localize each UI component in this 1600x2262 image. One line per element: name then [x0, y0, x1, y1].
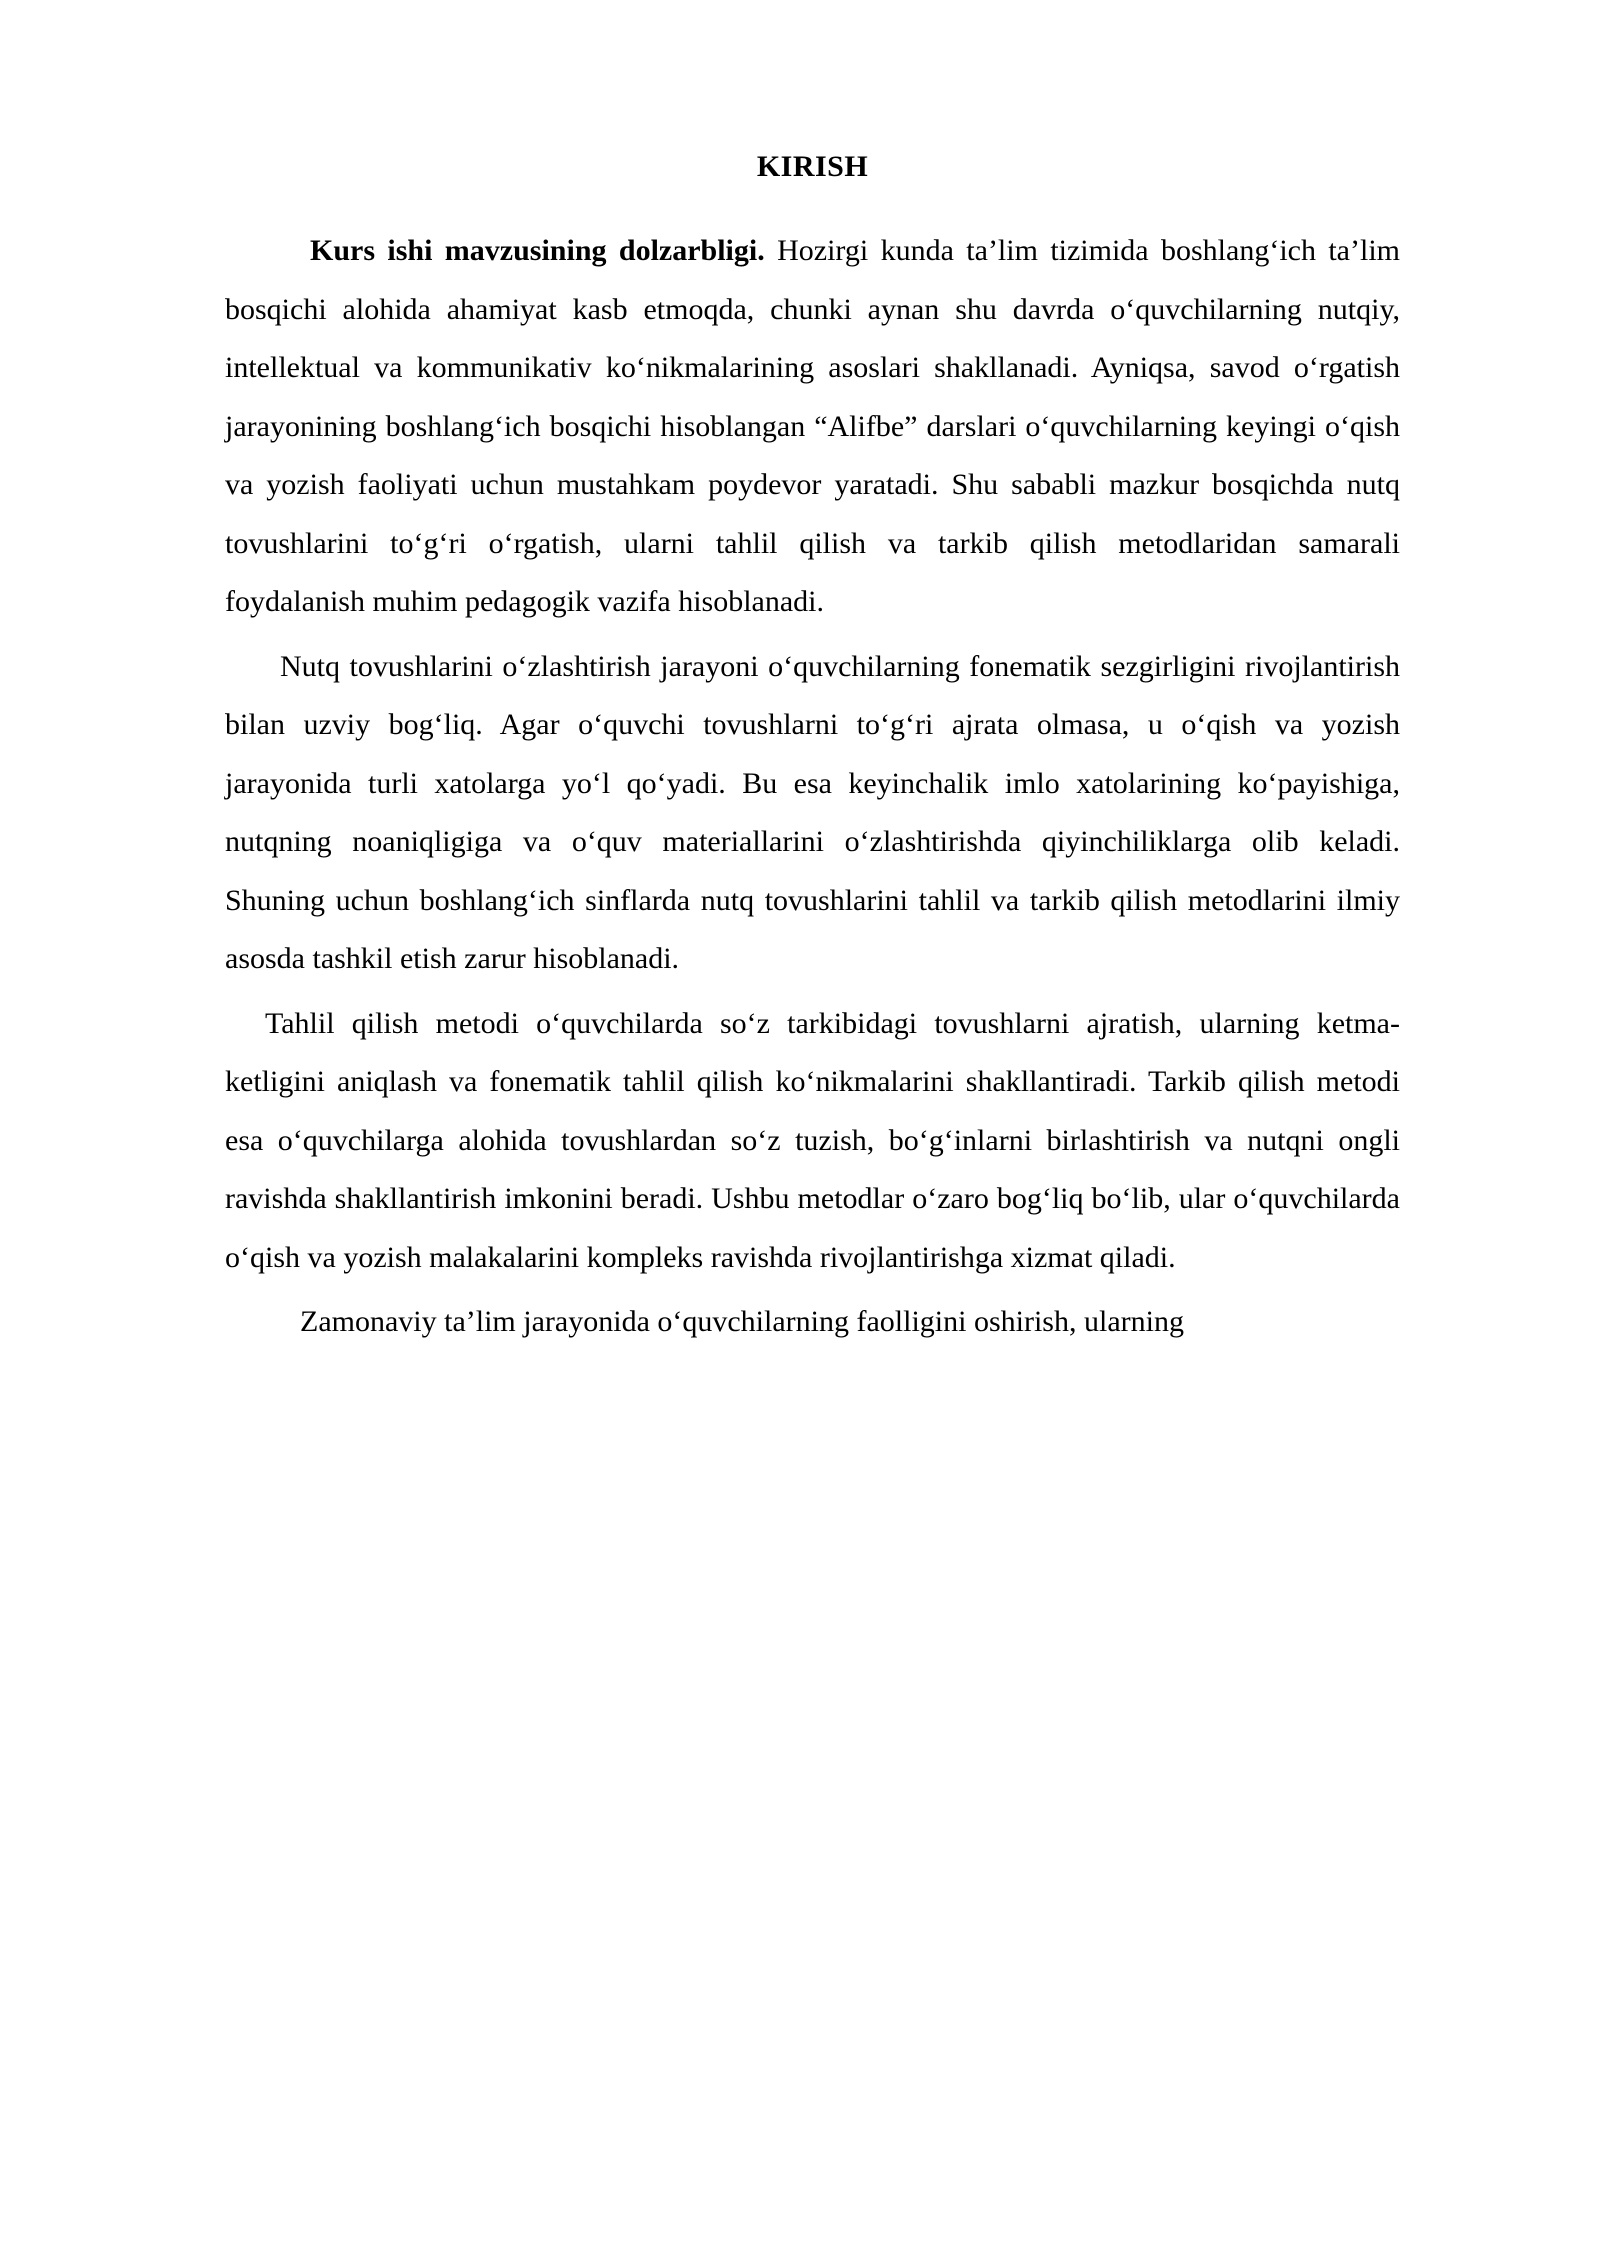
paragraph-2-text: Nutq tovushlarini o‘zlashtirish jarayoni o‘quvchilarning fonematik sezgirligini rivojlantirish bilan uzviy bog‘liq. Agar o‘quvchi tovushlarni to‘g‘ri ajrata olmasa, u o‘qish va yozish jarayonida turli xatolarga yo‘l qo‘yadi. Bu esa keyinchalik imlo xatolarining ko‘payishiga, nutqning noaniqligiga va o‘quv materiallarini o‘zlashtirishda qiyinchiliklarga olib keladi. Shuning uchun boshlang‘ich sinflarda nutq tovushlarini tahlil va tarkib qilish metodlarini ilmiy asosda tashkil etish zarur hisoblanadi.	[225, 649, 1400, 975]
paragraph-3	[225, 995, 1400, 1288]
paragraph-1	[225, 222, 1400, 632]
paragraph-1-text: Hozirgi kunda ta’lim tizimida boshlang‘ich ta’lim bosqichi alohida ahamiyat kasb etmoqda, chunki aynan shu davrda o‘quvchilarning nutqiy, intellektual va kommunikativ ko‘nikmalarining asoslari shakllanadi. Ayniqsa, savod o‘rgatish jarayonining boshlang‘ich bosqichi hisoblangan “Alifbe” darslari o‘quvchilarning keyingi o‘qish va yozish faoliyati uchun mustahkam poydevor yaratadi. Shu sababli mazkur bosqichda nutq tovushlarini to‘g‘ri o‘rgatish, ularni tahlil qilish va tarkib qilish metodlaridan samarali foydalanish muhim pedagogik vazifa hisoblanadi.	[225, 234, 1400, 618]
paragraph-4	[225, 1293, 1400, 1352]
paragraph-4-text: Zamonaviy ta’lim jarayonida o‘quvchilarning faolligini oshirish, ularning	[300, 1305, 1184, 1338]
paragraph-2	[225, 638, 1400, 989]
paragraph-3-text: Tahlil qilish metodi o‘quvchilarda so‘z tarkibidagi tovushlarni ajratish, ularning ketma-ketligini aniqlash va fonematik tahlil qilish ko‘nikmalarini shakllantiradi. Tarkib qilish metodi esa o‘quvchilarga alohida tovushlardan so‘z tuzish, bo‘g‘inlarni birlashtirish va nutqni ongli ravishda shakllantirish imkonini beradi. Ushbu metodlar o‘zaro bog‘liq bo‘lib, ular o‘quvchilarda o‘qish va yozish malakalarini kompleks ravishda rivojlantirishga xizmat qiladi.	[225, 1006, 1400, 1274]
page-title: KIRISH	[756, 150, 869, 183]
paragraph-1-lead: Kurs ishi mavzusining dolzarbligi.	[310, 234, 765, 267]
